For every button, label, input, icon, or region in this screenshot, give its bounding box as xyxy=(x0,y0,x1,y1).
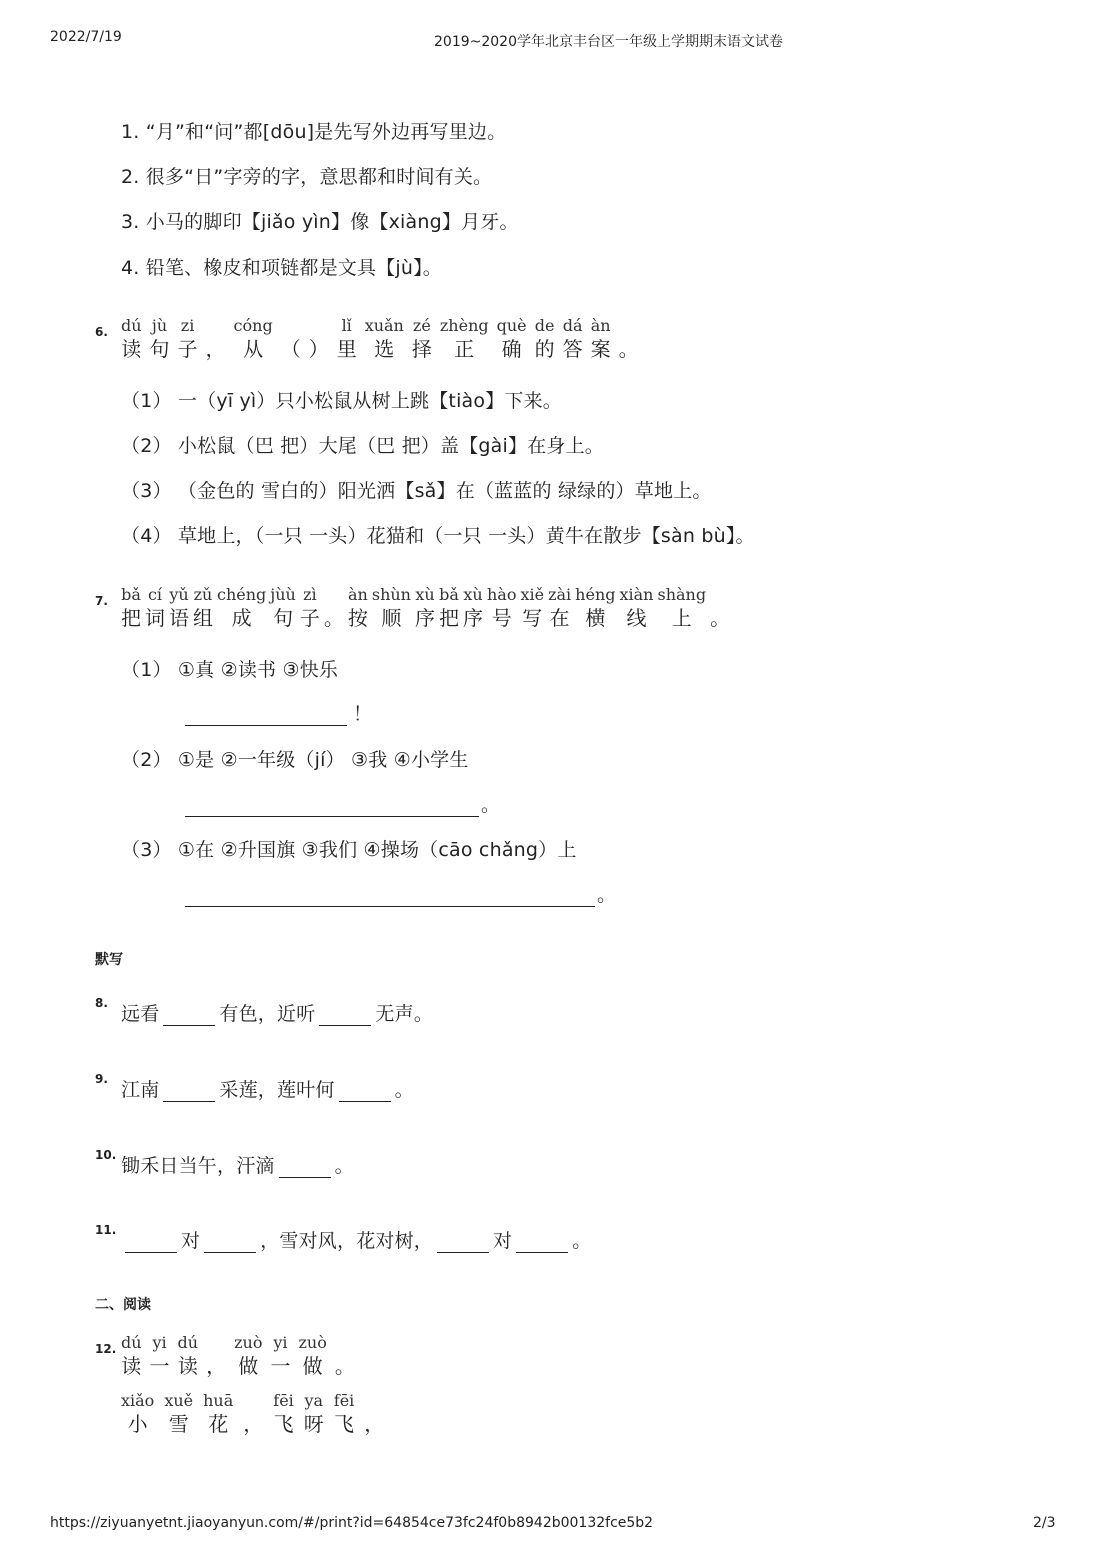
q6-prompt-char xyxy=(535,315,555,362)
q6-prompt-hanzi: 。 xyxy=(618,337,639,361)
q6-prompt-pinyin: zi xyxy=(180,316,195,335)
q6-item-4: （4） 草地上，（一只 一头）花猫和（一只 一头）黄牛在散步【sàn bù】。 xyxy=(121,525,755,547)
q6-prompt-pinyin: zhèng xyxy=(439,316,489,335)
q8-text-1: 远看 xyxy=(121,1003,160,1025)
q7-item-3: （3） ①在 ②升国旗 ③我们 ④操场（cāo chǎng）上 xyxy=(121,839,577,861)
q7-prompt-char xyxy=(657,584,706,631)
document-title: 2019~2020学年北京丰台区一年级上学期期末语文试卷 xyxy=(434,34,783,50)
q7-prompt-hanzi: 词 xyxy=(145,606,165,630)
q6-prompt-pinyin: cóng xyxy=(233,316,273,335)
source-url: https://ziyuanyetnt.jiaoyanyun.com/#/print?id=64854ce73fc24f0b8942b00132fce5b2 xyxy=(50,1515,654,1531)
q6-prompt-hanzi: 的 xyxy=(534,337,555,361)
q10-line xyxy=(121,1151,354,1178)
q7-prompt-hanzi: 横 xyxy=(585,606,606,630)
q6-prompt-pinyin xyxy=(309,315,329,336)
answer-blank[interactable] xyxy=(163,1005,215,1026)
q11-text-1: 对 xyxy=(181,1230,201,1252)
q8-line xyxy=(121,999,433,1026)
answer-end-punct: 。 xyxy=(597,884,617,906)
q11-text-3: 对 xyxy=(493,1230,513,1252)
q12-prompt-hanzi: 一 xyxy=(149,1354,170,1378)
q7-prompt-hanzi: 按 xyxy=(347,606,368,630)
q5-item-2: 2. 很多“日”字旁的字，意思都和时间有关。 xyxy=(121,166,493,188)
q7-prompt-char xyxy=(487,584,516,631)
q12-prompt-pinyin xyxy=(335,1332,355,1353)
q6-prompt-hanzi: （ xyxy=(280,337,301,361)
q7-prompt-char xyxy=(169,584,189,631)
q7-prompt xyxy=(121,584,734,631)
q7-prompt-pinyin: xù xyxy=(463,585,483,604)
q12-poem-pinyin: fēi xyxy=(333,1391,355,1410)
q7-answer-1[interactable] xyxy=(185,699,372,726)
q12-poem-pinyin: xuě xyxy=(164,1391,194,1410)
section-heading-reading: 二、阅读 xyxy=(95,1297,151,1313)
q7-prompt-hanzi: 序 xyxy=(414,606,435,630)
q7-prompt-hanzi: 序 xyxy=(462,606,483,630)
q12-poem-char xyxy=(121,1390,154,1437)
question-number-10: 10. xyxy=(95,1148,117,1162)
q6-prompt-char xyxy=(234,315,273,362)
q7-prompt-pinyin: yǔ xyxy=(169,585,189,604)
q7-prompt-pinyin: bǎ xyxy=(439,585,459,604)
q6-prompt-hanzi: 选 xyxy=(374,337,395,361)
q12-poem-pinyin: fēi xyxy=(273,1391,294,1410)
q12-poem-pinyin: ya xyxy=(304,1391,324,1410)
q7-prompt-pinyin: xiàn xyxy=(619,585,654,604)
q6-prompt-char xyxy=(440,315,489,362)
q12-poem-hanzi: ， xyxy=(364,1412,385,1436)
q6-prompt-hanzi: 从 xyxy=(243,337,264,361)
q6-prompt xyxy=(121,315,647,362)
q6-prompt-hanzi: ， xyxy=(205,337,226,361)
answer-blank[interactable] xyxy=(185,796,479,817)
q12-prompt-pinyin: zuò xyxy=(298,1333,327,1352)
q7-prompt-hanzi: 成 xyxy=(231,606,252,630)
q9-text-1: 江南 xyxy=(121,1079,160,1101)
answer-blank[interactable] xyxy=(163,1081,215,1102)
q7-item-2: （2） ①是 ②一年级（jí） ③我 ④小学生 xyxy=(121,749,469,771)
q12-prompt-hanzi: 读 xyxy=(177,1354,198,1378)
q7-prompt-char xyxy=(348,584,368,631)
q7-prompt-hanzi: 线 xyxy=(626,606,647,630)
answer-blank[interactable] xyxy=(279,1157,331,1178)
q7-prompt-char xyxy=(300,584,320,631)
q7-prompt-char xyxy=(193,584,213,631)
q12-poem-char xyxy=(243,1390,263,1437)
q7-answer-3[interactable] xyxy=(185,880,616,907)
q9-text-2: 采莲，莲叶何 xyxy=(219,1079,335,1101)
q6-item-3: （3） （金色的 雪白的）阳光洒【sǎ】在（蓝蓝的 绿绿的）草地上。 xyxy=(121,480,712,502)
q12-prompt-char xyxy=(270,1332,290,1379)
q12-prompt-char xyxy=(178,1332,199,1379)
q7-prompt-hanzi: 号 xyxy=(491,606,512,630)
q12-prompt-char xyxy=(298,1332,326,1379)
q8-text-3: 无声。 xyxy=(375,1003,434,1025)
q7-prompt-pinyin: shàng xyxy=(657,585,707,604)
q6-prompt-char xyxy=(206,315,226,362)
q7-prompt-hanzi: 。 xyxy=(323,606,344,630)
q7-prompt-pinyin: zì xyxy=(303,585,317,604)
q6-prompt-hanzi: 案 xyxy=(590,337,611,361)
answer-end-punct: 。 xyxy=(481,794,501,816)
q12-poem-char xyxy=(164,1390,193,1437)
q6-prompt-hanzi: 子 xyxy=(177,337,198,361)
q12-prompt-pinyin: zuò xyxy=(234,1333,263,1352)
q6-prompt-char xyxy=(497,315,527,362)
q12-poem-pinyin: huā xyxy=(203,1391,234,1410)
q7-prompt-pinyin: héng xyxy=(575,585,616,604)
q7-prompt-hanzi: 把 xyxy=(121,606,141,630)
q8-text-2: 有色，近听 xyxy=(219,1003,316,1025)
q10-text-1: 锄禾日当午，汗滴 xyxy=(121,1155,275,1177)
q5-item-3: 3. 小马的脚印【jiǎo yìn】像【xiàng】月牙。 xyxy=(121,211,519,233)
q7-prompt-char xyxy=(372,584,411,631)
q12-prompt-char xyxy=(150,1332,170,1379)
q12-prompt-hanzi: 一 xyxy=(270,1354,291,1378)
q6-prompt-hanzi: 读 xyxy=(121,337,142,361)
q7-prompt-hanzi: 顺 xyxy=(381,606,402,630)
q6-prompt-char xyxy=(121,315,142,362)
q12-prompt-pinyin: dú xyxy=(121,1333,142,1352)
q6-prompt-char xyxy=(309,315,329,362)
q7-prompt-hanzi: 子 xyxy=(299,606,320,630)
q7-prompt-char xyxy=(324,584,344,631)
q12-poem-hanzi: 雪 xyxy=(168,1412,189,1436)
q6-prompt-char xyxy=(150,315,170,362)
q6-prompt-char xyxy=(178,315,198,362)
q12-poem-char xyxy=(203,1390,233,1437)
q7-prompt-pinyin: bǎ xyxy=(121,585,141,604)
answer-blank[interactable] xyxy=(516,1232,568,1253)
q7-prompt-char xyxy=(575,584,615,631)
q6-prompt-pinyin: dú xyxy=(121,316,142,335)
q12-prompt-hanzi: 做 xyxy=(302,1354,323,1378)
q12-prompt-pinyin: yi xyxy=(152,1333,167,1352)
q7-prompt-pinyin: xiě xyxy=(520,585,545,604)
answer-blank[interactable] xyxy=(204,1232,256,1253)
question-number-6: 6. xyxy=(95,325,108,339)
q6-prompt-char xyxy=(281,315,301,362)
q7-prompt-pinyin xyxy=(710,584,730,605)
q6-prompt-hanzi: 答 xyxy=(562,337,583,361)
q11-text-4: 。 xyxy=(572,1230,592,1252)
q7-prompt-char xyxy=(439,584,459,631)
q7-prompt-char xyxy=(620,584,654,631)
q6-prompt-hanzi: 正 xyxy=(454,337,475,361)
q7-prompt-char xyxy=(217,584,266,631)
q6-prompt-pinyin: què xyxy=(496,316,527,335)
question-number-7: 7. xyxy=(95,594,108,608)
q12-poem-hanzi: 飞 xyxy=(334,1412,355,1436)
q7-prompt-pinyin: shùn xyxy=(371,585,411,604)
q12-prompt-char xyxy=(121,1332,142,1379)
q12-poem-hanzi: ， xyxy=(243,1412,264,1436)
q6-prompt-hanzi: 确 xyxy=(501,337,522,361)
q7-prompt-char xyxy=(415,584,435,631)
q6-prompt-pinyin: dá xyxy=(562,316,583,335)
q6-prompt-char xyxy=(619,315,639,362)
q7-prompt-pinyin: jùù xyxy=(270,585,296,604)
q9-line xyxy=(121,1075,414,1102)
q5-item-4: 4. 铅笔、橡皮和项链都是文具【jù】。 xyxy=(121,257,442,279)
q12-poem-pinyin: xiǎo xyxy=(121,1391,155,1410)
q7-prompt-hanzi: 把 xyxy=(438,606,459,630)
q12-prompt-char xyxy=(206,1332,226,1379)
q7-prompt-pinyin: xù xyxy=(415,585,435,604)
answer-end-punct: ！ xyxy=(353,703,373,725)
q7-prompt-pinyin: hào xyxy=(486,585,517,604)
q11-text-2: ，雪对风，花对树， xyxy=(260,1230,434,1252)
print-date: 2022/7/19 xyxy=(50,29,122,45)
q7-prompt-char xyxy=(145,584,165,631)
q7-answer-2[interactable] xyxy=(185,790,500,817)
section-heading-dictation: 默写 xyxy=(95,952,123,968)
q6-prompt-pinyin: àn xyxy=(590,316,611,335)
q7-prompt-char xyxy=(270,584,296,631)
q12-poem-hanzi: 花 xyxy=(208,1412,229,1436)
q6-prompt-char xyxy=(591,315,611,362)
q12-prompt-hanzi: ， xyxy=(206,1354,227,1378)
q7-prompt-hanzi: 写 xyxy=(522,606,543,630)
q7-prompt-char xyxy=(710,584,730,631)
q7-prompt-char xyxy=(548,584,571,631)
q6-prompt-pinyin xyxy=(206,315,226,336)
q6-prompt-char xyxy=(412,315,432,362)
answer-blank[interactable] xyxy=(339,1081,391,1102)
q12-poem-char xyxy=(334,1390,355,1437)
q6-prompt-hanzi: 里 xyxy=(336,337,357,361)
q12-prompt-hanzi: 读 xyxy=(121,1354,142,1378)
q12-prompt-pinyin: dú xyxy=(177,1333,199,1352)
q7-prompt-char xyxy=(463,584,483,631)
q6-item-2: （2） 小松鼠（巴 把）大尾（巴 把）盖【gài】在身上。 xyxy=(121,435,604,457)
q12-prompt-char xyxy=(234,1332,262,1379)
q7-prompt-hanzi: 。 xyxy=(710,606,731,630)
q12-prompt-pinyin: yi xyxy=(273,1333,288,1352)
q12-prompt-char xyxy=(335,1332,355,1379)
q6-prompt-char xyxy=(563,315,583,362)
q7-prompt-pinyin: àn xyxy=(347,585,368,604)
q12-poem-line xyxy=(121,1390,394,1437)
q6-item-1: （1） 一（yī yì）只小松鼠从树上跳【tiào】下来。 xyxy=(121,390,563,412)
q7-prompt-hanzi: 句 xyxy=(273,606,294,630)
answer-blank[interactable] xyxy=(319,1005,371,1026)
q5-item-1: 1. “月”和“问”都[dōu]是先写外边再写里边。 xyxy=(121,121,507,143)
q6-prompt-pinyin: de xyxy=(534,316,555,335)
q12-poem-hanzi: 小 xyxy=(127,1412,148,1436)
q9-text-3: 。 xyxy=(394,1079,414,1101)
q7-prompt-pinyin: chéng xyxy=(217,585,267,604)
question-number-12: 12. xyxy=(95,1342,117,1356)
q7-prompt-pinyin xyxy=(324,584,344,605)
q7-item-1: （1） ①真 ②读书 ③快乐 xyxy=(121,659,339,681)
question-number-9: 9. xyxy=(95,1072,108,1086)
q12-prompt xyxy=(121,1332,363,1379)
q6-prompt-pinyin: jù xyxy=(151,316,168,335)
q6-prompt-hanzi: ） xyxy=(308,337,329,361)
q6-prompt-pinyin xyxy=(619,315,639,336)
answer-blank[interactable] xyxy=(437,1232,489,1253)
answer-blank[interactable] xyxy=(185,705,347,726)
q12-poem-pinyin xyxy=(243,1390,263,1411)
q12-prompt-hanzi: 。 xyxy=(334,1354,355,1378)
q7-prompt-hanzi: 在 xyxy=(549,606,570,630)
q7-prompt-hanzi: 语 xyxy=(169,606,189,630)
q6-prompt-char xyxy=(337,315,357,362)
q6-prompt-hanzi: 句 xyxy=(149,337,170,361)
q6-prompt-char xyxy=(365,315,404,362)
q7-prompt-pinyin: zài xyxy=(548,585,572,604)
q6-prompt-pinyin: lǐ xyxy=(341,316,352,335)
answer-blank[interactable] xyxy=(185,886,595,907)
q7-prompt-pinyin: zǔ xyxy=(193,585,213,604)
q12-poem-pinyin xyxy=(364,1390,384,1411)
q6-prompt-pinyin: zé xyxy=(412,316,431,335)
q12-poem-hanzi: 呀 xyxy=(303,1412,324,1436)
q6-prompt-hanzi: 择 xyxy=(411,337,432,361)
q12-poem-char xyxy=(364,1390,384,1437)
q12-prompt-pinyin xyxy=(206,1332,226,1353)
q6-prompt-pinyin xyxy=(281,315,301,336)
q12-poem-char xyxy=(304,1390,324,1437)
page-number: 2/3 xyxy=(1033,1515,1056,1531)
answer-blank[interactable] xyxy=(125,1232,177,1253)
q7-prompt-hanzi: 组 xyxy=(193,606,213,630)
q12-poem-char xyxy=(273,1390,294,1437)
question-number-8: 8. xyxy=(95,996,108,1010)
q7-prompt-hanzi: 上 xyxy=(671,606,692,630)
q7-prompt-pinyin: cí xyxy=(147,585,163,604)
q7-prompt-char xyxy=(520,584,544,631)
q7-prompt-char xyxy=(121,584,141,631)
question-number-11: 11. xyxy=(95,1223,117,1237)
q12-poem-hanzi: 飞 xyxy=(273,1412,294,1436)
q10-text-2: 。 xyxy=(334,1155,354,1177)
q6-prompt-pinyin: xuǎn xyxy=(364,316,404,335)
q12-prompt-hanzi: 做 xyxy=(238,1354,259,1378)
q11-line xyxy=(121,1226,591,1253)
